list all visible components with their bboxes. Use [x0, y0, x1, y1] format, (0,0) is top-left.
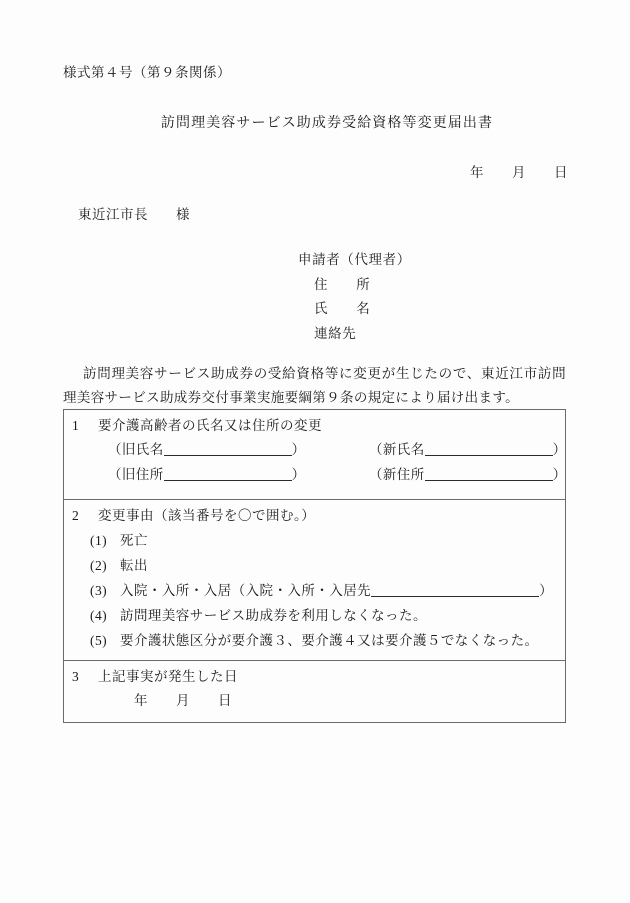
applicant-block	[298, 248, 411, 346]
old-name-input[interactable]	[164, 455, 292, 456]
new-name-label: （新氏名	[369, 442, 425, 457]
new-address-field	[369, 463, 567, 488]
reason-option-5-text: 要介護状態区分が要介護３、要介護４又は要介護５でなくなった。	[120, 633, 539, 648]
new-address-label: （新住所	[369, 466, 425, 482]
new-address-input[interactable]	[425, 480, 553, 481]
old-name-field	[108, 438, 306, 463]
reason-option-2[interactable]	[64, 553, 565, 578]
addressee: 東近江市長 様	[78, 207, 190, 222]
reason-option-5[interactable]	[64, 628, 565, 653]
old-address-label: （旧住所	[108, 466, 164, 482]
submission-date-line: 年 月 日	[470, 165, 568, 180]
old-address-field	[108, 463, 306, 488]
reason-option-3-number: (3)	[90, 583, 108, 598]
reason-option-1-text: 死亡	[120, 533, 148, 548]
section-3-title: 上記事実が発生した日	[98, 669, 238, 684]
page-title: 訪問理美容サービス助成券受給資格等変更届出書	[160, 116, 494, 131]
section-3	[64, 661, 565, 722]
reason-option-2-text: 転出	[120, 558, 148, 573]
reason-option-3-close: ）	[539, 583, 554, 598]
body-paragraph-text: 訪問理美容サービス助成券の受給資格等に変更が生じたので、東近江市訪問理美容サービス助成券交付事業実施要綱第９条の規定により届け出ます。	[63, 366, 566, 405]
address-change-row	[64, 463, 565, 488]
section-1-rows	[64, 438, 565, 499]
applicant-address-label: 住 所	[314, 276, 371, 292]
section-1-title: 要介護高齢者の氏名又は住所の変更	[98, 418, 322, 433]
applicant-heading: 申請者（代理者）	[298, 252, 411, 267]
section-1-heading	[64, 410, 565, 438]
old-address-close: ）	[291, 466, 306, 482]
section-3-heading	[64, 661, 565, 689]
section-2-number: 2	[72, 508, 80, 523]
section-1-number: 1	[72, 418, 80, 433]
form-number: 様式第４号（第９条関係）	[63, 65, 231, 80]
new-address-close: ）	[552, 466, 567, 482]
event-date-line[interactable]: 年 月 日	[134, 693, 232, 708]
facility-name-input[interactable]	[371, 596, 539, 597]
old-name-label: （旧氏名	[108, 442, 164, 457]
new-name-input[interactable]	[425, 455, 553, 456]
reason-option-4-text: 訪問理美容サービス助成券を利用しなくなった。	[120, 608, 427, 623]
reason-option-2-number: (2)	[90, 558, 108, 573]
section-1	[64, 410, 565, 500]
old-name-close: ）	[291, 442, 306, 457]
new-name-field	[369, 438, 567, 463]
reason-option-4-number: (4)	[90, 608, 108, 623]
form-table	[63, 409, 566, 723]
name-change-row	[64, 438, 565, 463]
applicant-contact-label: 連絡先	[314, 325, 357, 341]
reason-option-4[interactable]	[64, 603, 565, 628]
reason-option-5-number: (5)	[90, 633, 108, 648]
change-reason-list	[64, 528, 565, 660]
section-3-number: 3	[72, 669, 80, 684]
section-2	[64, 500, 565, 661]
section-2-title: 変更事由（該当番号を〇で囲む。）	[98, 508, 316, 523]
reason-option-3[interactable]	[64, 578, 565, 603]
section-2-heading	[64, 500, 565, 528]
old-address-input[interactable]	[164, 480, 292, 481]
reason-option-3-text: 入院・入所・入居（入院・入所・入居先	[120, 583, 372, 598]
reason-option-1[interactable]	[64, 528, 565, 553]
reason-option-1-number: (1)	[90, 533, 108, 548]
body-paragraph	[63, 362, 566, 410]
applicant-name-label: 氏 名	[314, 301, 371, 316]
new-name-close: ）	[552, 442, 567, 457]
